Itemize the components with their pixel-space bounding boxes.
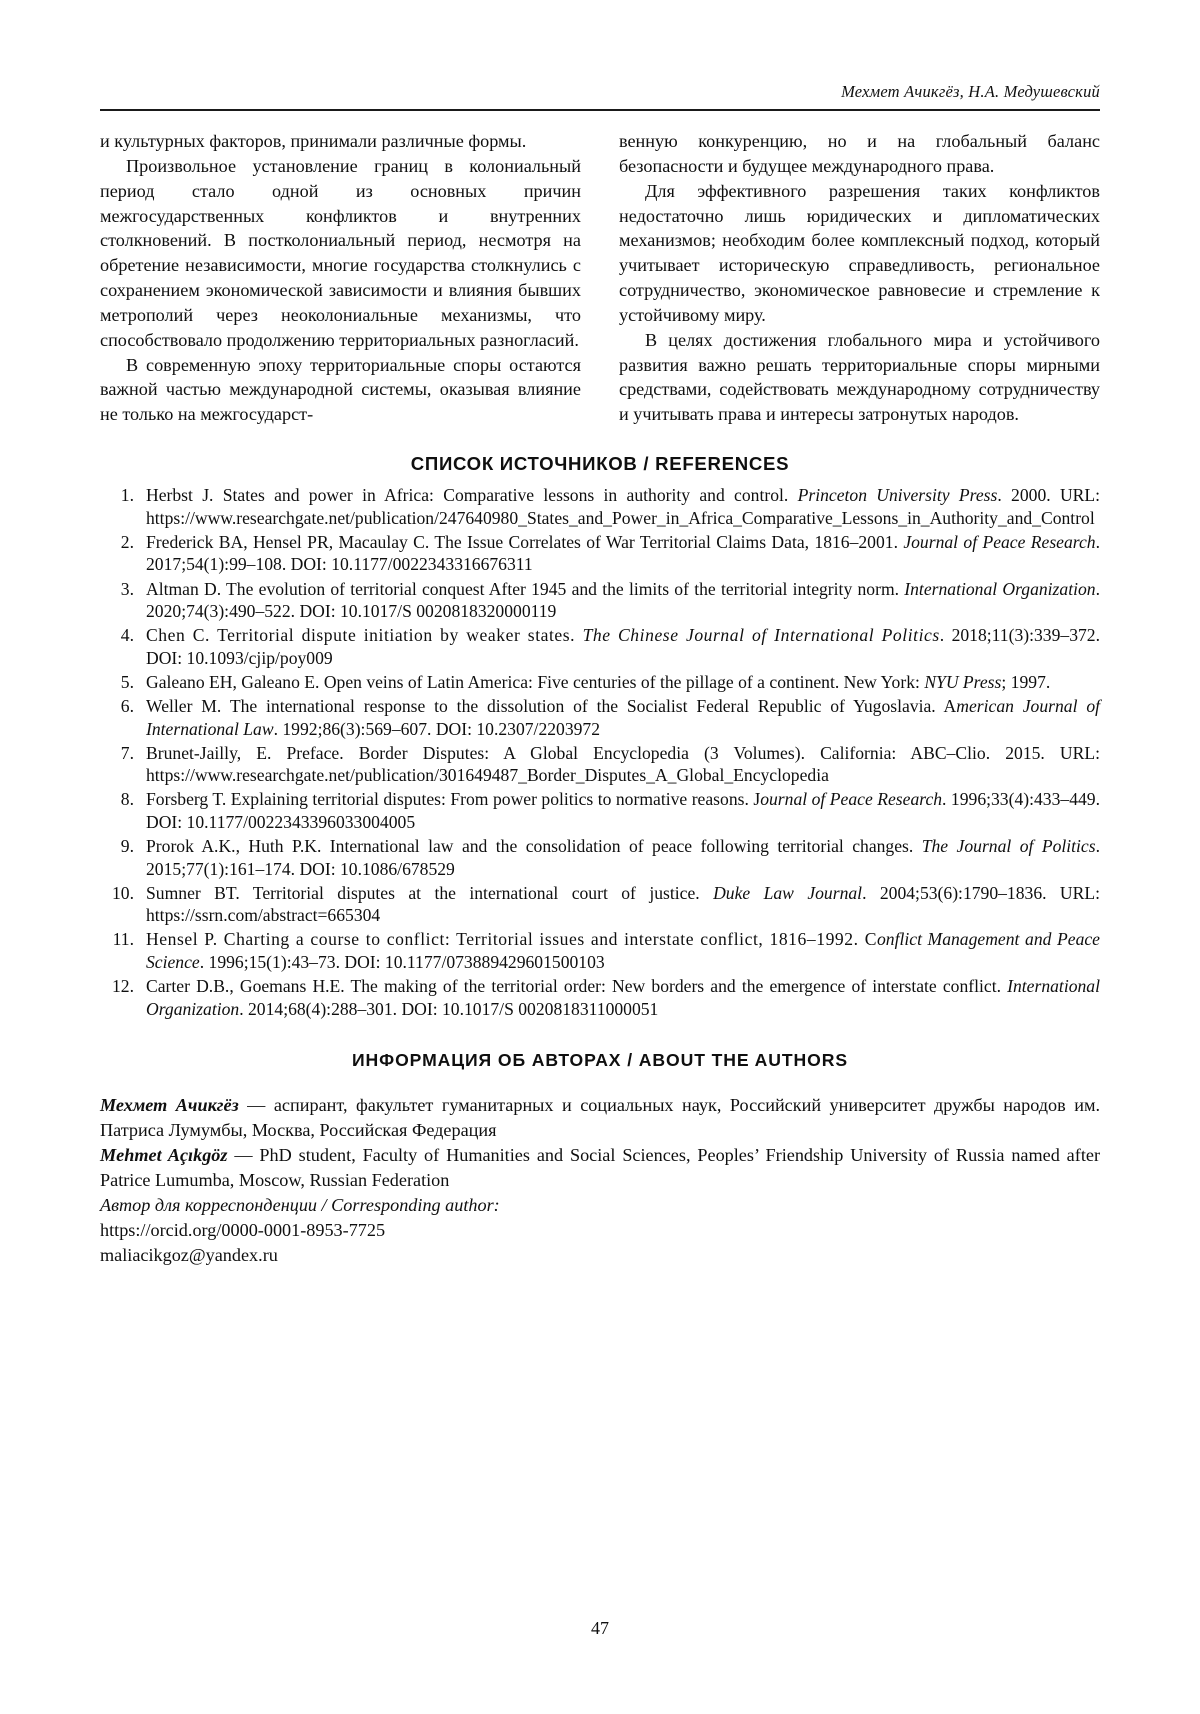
reference-number: 8. (120, 789, 134, 810)
reference-item (100, 835, 1100, 880)
reference-item (100, 484, 1100, 529)
reference-number: 5. (120, 671, 134, 692)
author-name-ru: Мехмет Ачикгёз (100, 1095, 239, 1116)
paragraph: Для эффективного разрешения таких конфликтов недостаточно лишь юридических и дипломатических механизмов; необходим более комплексный подход, который учитывает историческую справедливость, региональное сотрудничество, экономическое равновесие и стремление к устойчивому миру. (619, 180, 1100, 325)
reference-number: 11. (112, 929, 134, 950)
paragraph: В современную эпоху территориальные споры остаются важной частью международной системы, оказывая влияние не только на межгосударст- (100, 354, 581, 425)
column-right (619, 129, 1100, 427)
reference-text: Herbst J. States and power in Africa: Comparative lessons in authority and control. Princeton University Press. 2000. URL: https://www.researchgate.net/publication/247640980_States_and_Power_in_Africa_Comparative_Lessons_in_Authority_and_Control (146, 485, 1101, 528)
reference-text: Chen C. Territorial dispute initiation by weaker states. The Chinese Journal of International Politics. 2018;11(3):339–372. DOI: 10.1093/cjip/poy009 (146, 625, 1100, 668)
author-name-en: Mehmet Açıkgöz (100, 1145, 228, 1166)
reference-item (100, 975, 1100, 1020)
paragraph: венную конкуренцию, но и на глобальный баланс безопасности и будущее международного права. (619, 131, 1100, 176)
page-number: 47 (591, 1618, 609, 1638)
reference-number: 3. (120, 578, 134, 599)
reference-number: 7. (120, 742, 134, 763)
reference-text: Frederick BA, Hensel PR, Macaulay C. The Issue Correlates of War Territorial Claims Data, 1816–2001. Journal of Peace Research. 2017;54(1):99–108. DOI: 10.1177/0022343316676311 (146, 531, 1100, 575)
reference-text: Sumner BT. Territorial disputes at the international court of justice. Duke Law Journal. 2004;53(6):1790–1836. URL: https://ssrn.com/abstract=665304 (146, 882, 1101, 926)
reference-text: Hensel P. Charting a course to conflict: Territorial issues and interstate conflict, 1816–1992. Conflict Management and Peace Science. 1996;15(1):43–73. DOI: 10.1177/073889429601500103 (146, 929, 1100, 972)
author-orcid[interactable]: https://orcid.org/0000-0001-8953-7725 (100, 1219, 386, 1240)
corresponding-author-label: Автор для корреспонденции / Corresponding author: (100, 1195, 500, 1216)
reference-item (100, 695, 1100, 740)
author-bio-ru: — аспирант, факультет гуманитарных и социальных наук, Российский университет дружбы народов им. Патриса Лумумбы, Москва, Российская Федерация (100, 1095, 1100, 1141)
reference-item (100, 671, 1100, 694)
reference-text: Brunet-Jailly, E. Preface. Border Disputes: A Global Encyclopedia (3 Volumes). California: ABC–Clio. 2015. URL: https://www.researchgate.net/publication/301649487_Border_Disputes_A_Global_Encyclopedia (146, 742, 1100, 786)
header-rule (100, 109, 1100, 111)
paragraph: Произвольное установление границ в колониальный период стало одной из основных причин межгосударственных конфликтов и внутренних столкновений. В постколониальный период, несмотря на обретение независимости, многие государства столкнулись с сохранением экономической зависимости и влияния бывших метрополий через неоколониальные механизмы, что способствовало продолжению территориальных разногласий. (100, 155, 581, 350)
author-ru (100, 1093, 1100, 1143)
reference-number: 12. (112, 976, 134, 997)
reference-text: Carter D.B., Goemans H.E. The making of the territorial order: New borders and the emergence of interstate conflict. International Organization. 2014;68(4):288–301. DOI: 10.1017/S 0020818311000051 (146, 976, 1100, 1019)
reference-text: Galeano EH, Galeano E. Open veins of Latin America: Five centuries of the pillage of a continent. New York: NYU Press; 1997. (146, 671, 1051, 692)
reference-item (100, 578, 1100, 623)
running-head: Мехмет Ачикгёз, Н.А. Медушевский (841, 82, 1100, 101)
authors-block (100, 1093, 1100, 1268)
page-content (100, 82, 1100, 1268)
reference-item (100, 788, 1100, 833)
reference-text: Prorok A.K., Huth P.K. International law and the consolidation of peace following territorial changes. The Journal of Politics. 2015;77(1):161–174. DOI: 10.1086/678529 (146, 836, 1100, 879)
reference-item (100, 624, 1100, 669)
author-bio-en: — PhD student, Faculty of Humanities and Social Sciences, Peoples’ Friendship University of Russia named after Patrice Lumumba, Moscow, Russian Federation (100, 1145, 1100, 1191)
reference-number: 6. (120, 695, 134, 716)
reference-text: Weller M. The international response to the dissolution of the Socialist Federal Republic of Yugoslavia. American Journal of International Law. 1992;86(3):569–607. DOI: 10.2307/2203972 (146, 695, 1101, 739)
reference-text: Altman D. The evolution of territorial conquest After 1945 and the limits of the territorial integrity norm. International Organization. 2020;74(3):490–522. DOI: 10.1017/S 0020818320000119 (146, 578, 1100, 622)
reference-number: 1. (120, 485, 134, 506)
reference-number: 10. (112, 882, 134, 903)
reference-number: 2. (120, 531, 134, 552)
reference-number: 9. (120, 836, 134, 857)
column-left (100, 129, 581, 427)
paragraph: и культурных факторов, принимали различные формы. (100, 131, 527, 151)
reference-item (100, 742, 1100, 787)
author-en (100, 1143, 1100, 1193)
references-heading: СПИСОК ИСТОЧНИКОВ / REFERENCES (410, 453, 790, 475)
reference-item (100, 882, 1100, 927)
reference-item (100, 928, 1100, 973)
reference-text: Forsberg T. Explaining territorial disputes: From power politics to normative reasons. Journal of Peace Research. 1996;33(4):433–449. DOI: 10.1177/0022343396033004005 (146, 789, 1100, 832)
references-list (100, 484, 1100, 1020)
reference-number: 4. (120, 625, 134, 646)
author-email[interactable]: maliacikgoz@yandex.ru (100, 1244, 278, 1265)
body-columns (100, 129, 1100, 427)
authors-heading: ИНФОРМАЦИЯ ОБ АВТОРАХ / ABOUT THE AUTHORS (352, 1050, 848, 1071)
reference-item (100, 531, 1100, 576)
paragraph: В целях достижения глобального мира и устойчивого развития важно решать территориальные споры мирными средствами, содействовать международному сотрудничеству и учитывать права и интересы затронутых народов. (619, 329, 1100, 425)
